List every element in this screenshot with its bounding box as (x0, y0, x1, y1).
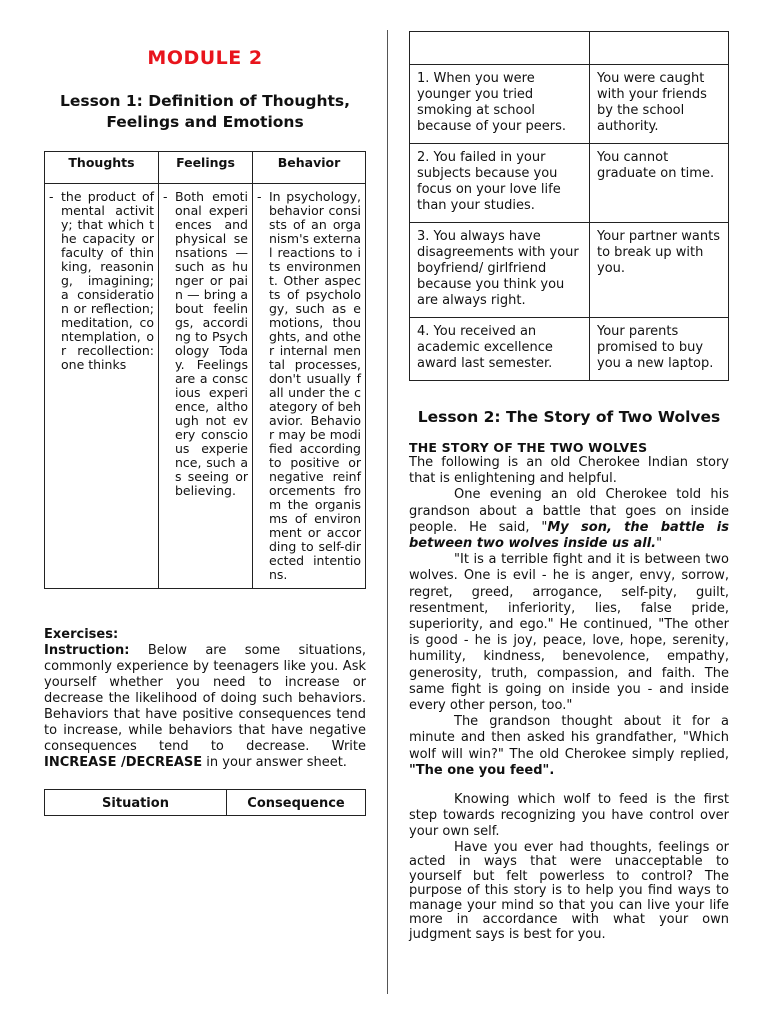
header-behavior: Behavior (253, 152, 366, 184)
exercises-instruction (44, 643, 366, 771)
story-answer: "The one you feed". (409, 762, 555, 778)
feelings-definition: Both emotional experiences and physical sensations — such as hunger or pain — bring about feelings, according to Psychology Today. Feelings are a conscious experience, although not every conscious experience, such as seeing or believing. (175, 189, 248, 498)
instruction-text: Below are some situations, commonly experience by teenagers like you. Ask yourself whether you need to increase or decrease the likelihood of doing such behaviors. Behaviors that have positive consequences tend to increase, while behaviors that have negative consequences tend to decrease. Write (44, 643, 366, 754)
story-paragraph: The grandson thought about it for a minute and then asked his grandfather, "Which wolf will win?" The old Cherokee simply replied, "The one you feed". (409, 714, 729, 778)
situation-table (44, 789, 366, 816)
situation-cell: 4. You received an academic excellence award last semester. (410, 318, 590, 381)
instruction-label: Instruction: (44, 643, 130, 658)
behavior-cell: - In psychology, behavior consists of an organism's external reactions to its environment. Other aspects of psychology, such as emotions, thoughts, and other internal mental processes, don't usually fall under the category of behavior. Behavior may be modified according to positive or negative reinforcements from the organisms of environment or according to self-directed intentions. (253, 184, 366, 589)
consequence-cell: Your parents promised to buy you a new laptop. (590, 318, 729, 381)
situation-cell: 2. You failed in your subjects because you focus on your love life than your studies. (410, 144, 590, 223)
header-thoughts: Thoughts (45, 152, 159, 184)
exercises-heading: Exercises: (44, 627, 119, 642)
story-heading: THE STORY OF THE TWO WOLVES (409, 440, 648, 455)
exercises-section (44, 627, 366, 771)
story-quote: My son, the battle is between two wolves inside us all. (409, 519, 729, 552)
lesson2-title: Lesson 2: The Story of Two Wolves (417, 408, 721, 426)
table-row (410, 318, 729, 381)
instruction-end: in your answer sheet. (202, 755, 347, 770)
situation-cell: 3. You always have disagreements with your boyfriend/ girlfriend because you think you are always right. (410, 223, 590, 318)
lesson1-title: Lesson 1: Definition of Thoughts, Feelings and Emotions (59, 92, 351, 131)
definitions-table (44, 151, 366, 589)
situation-table-continued (409, 31, 729, 381)
table-row (410, 223, 729, 318)
consequence-cell: Your partner wants to break up with you. (590, 223, 729, 318)
instruction-bold: INCREASE /DECREASE (44, 755, 203, 770)
thoughts-cell: - the product of mental activity; that which the capacity or faculty of thinking, reasoning, imagining; a consideration or reflection; meditation, contemplation, or recollection: one thinks (45, 184, 159, 589)
column-divider (387, 30, 388, 994)
story-body (409, 455, 729, 942)
header-consequence: Consequence (227, 790, 366, 816)
thoughts-definition: the product of mental activity; that which the capacity or faculty of thinking, reasoning, imagining; a consideration or reflection; meditation, contemplation, or recollection: one thinks (61, 189, 154, 372)
behavior-definition: In psychology, behavior consists of an organism's external reactions to its environment. Other aspects of psychology, such as emotions, thoughts, and other internal mental processes, don't usually fall under the category of behavior. Behavior may be modified according to positive or negative reinforcements from the organisms of environment or according to self-directed intentions. (269, 189, 361, 582)
empty-header-row (410, 32, 729, 65)
story-paragraph: Have you ever had thoughts, feelings or acted in ways that were unacceptable to yourself but felt powerless to control? The purpose of this story is to help you find ways to manage your mind so that you can live your life more in accordance with what your own judgment says is best for you. (409, 839, 729, 942)
story-paragraph: One evening an old Cherokee told his grandson about a battle that goes on inside people. He said, "My son, the battle is between two wolves inside us all." (409, 487, 729, 552)
feelings-cell: - Both emotional experiences and physical sensations — such as hunger or pain — bring about feelings, according to Psychology Today. Feelings are a conscious experience, although not every conscious experience, such as seeing or believing. (159, 184, 253, 589)
story-paragraph: "It is a terrible fight and it is between two wolves. One is evil - he is anger, envy, sorrow, regret, greed, arrogance, self-pity, guilt, resentment, inferiority, lies, false pride, superiority, and ego." He continued, "The other is good - he is joy, peace, love, hope, serenity, humility, kindness, benevolence, empathy, generosity, truth, compassion, and faith. The same fight is going on inside you - and inside every other person, too." (409, 552, 729, 714)
header-feelings: Feelings (159, 152, 253, 184)
definitions-row (45, 184, 366, 589)
table-row (410, 144, 729, 223)
left-column (44, 44, 366, 816)
definitions-header-row (45, 152, 366, 184)
table-row (410, 65, 729, 144)
module-title: MODULE 2 (147, 47, 263, 69)
situation-header-row (45, 790, 366, 816)
right-column (409, 31, 729, 942)
story-paragraph: The following is an old Cherokee Indian story that is enlightening and helpful. (409, 455, 729, 487)
consequence-cell: You cannot graduate on time. (590, 144, 729, 223)
story-paragraph: Knowing which wolf to feed is the first step towards recognizing you have control over your own self. (409, 792, 729, 840)
consequence-cell: You were caught with your friends by the school authority. (590, 65, 729, 144)
header-situation: Situation (45, 790, 227, 816)
situation-cell: 1. When you were younger you tried smoking at school because of your peers. (410, 65, 590, 144)
